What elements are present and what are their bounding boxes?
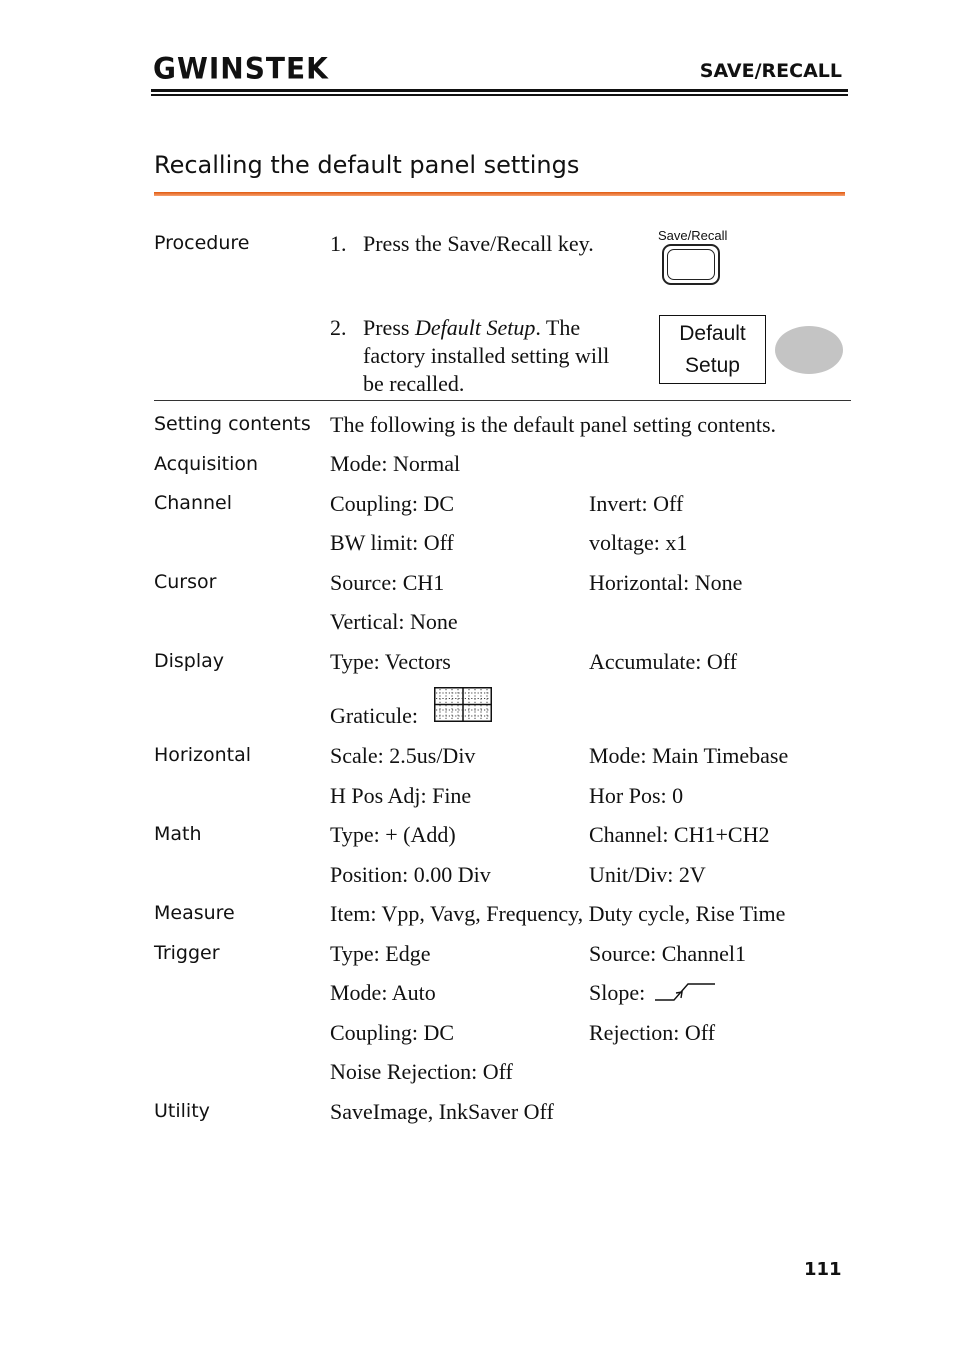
trigger-label: Trigger xyxy=(154,942,220,964)
title-underline xyxy=(154,192,845,196)
trigger-rejection: Rejection: Off xyxy=(589,1020,716,1045)
step2-suffix: . The xyxy=(535,315,581,340)
page-title: Recalling the default panel settings xyxy=(154,151,580,179)
horizontal-scale: Scale: 2.5us/Div xyxy=(330,743,476,768)
step1-text: Press the Save/Recall key. xyxy=(363,231,594,256)
trigger-coupling: Coupling: DC xyxy=(330,1020,455,1045)
softkey-line2: Setup xyxy=(685,354,740,377)
trigger-type: Type: Edge xyxy=(330,941,431,966)
math-label: Math xyxy=(154,823,202,845)
setting-contents-label: Setting contents xyxy=(154,413,311,435)
channel-label: Channel xyxy=(154,492,233,514)
cursor-source: Source: CH1 xyxy=(330,570,445,595)
channel-invert: Invert: Off xyxy=(589,491,684,516)
channel-coupling: Coupling: DC xyxy=(330,491,455,516)
header-rule-thin xyxy=(151,94,848,96)
step1-number: 1. xyxy=(330,231,347,256)
measure-label: Measure xyxy=(154,902,235,924)
trigger-slope: Slope: xyxy=(589,980,646,1005)
channel-bw-limit: BW limit: Off xyxy=(330,530,454,555)
step2-line3: be recalled. xyxy=(363,371,465,396)
display-graticule: Graticule: xyxy=(330,703,418,728)
setting-contents-text: The following is the default panel setting contents. xyxy=(330,412,777,437)
trigger-noise-rejection: Noise Rejection: Off xyxy=(330,1059,513,1084)
math-type: Type: + (Add) xyxy=(330,822,456,847)
horizontal-label: Horizontal xyxy=(154,744,252,766)
cursor-label: Cursor xyxy=(154,571,217,593)
section-divider xyxy=(154,400,851,401)
save-recall-key-inner xyxy=(667,249,715,280)
default-setup-softkey xyxy=(659,315,766,384)
brand-logo: GWINSTEK xyxy=(153,51,329,86)
acquisition-mode: Mode: Normal xyxy=(330,451,461,476)
display-accumulate: Accumulate: Off xyxy=(589,649,738,674)
header-rule xyxy=(151,89,848,92)
cursor-horizontal: Horizontal: None xyxy=(589,570,743,595)
math-unit-div: Unit/Div: 2V xyxy=(589,862,706,887)
save-recall-key-label: Save/Recall xyxy=(658,228,728,243)
horizontal-hor-pos: Hor Pos: 0 xyxy=(589,783,684,808)
display-label: Display xyxy=(154,650,225,672)
procedure-label: Procedure xyxy=(154,232,250,254)
acquisition-label: Acquisition xyxy=(154,453,259,475)
softkey-line1: Default xyxy=(679,322,746,345)
rising-edge-icon xyxy=(654,980,716,1004)
step2-number: 2. xyxy=(330,315,347,340)
horizontal-hpos-adj: H Pos Adj: Fine xyxy=(330,783,472,808)
section-title: SAVE/RECALL xyxy=(699,60,842,82)
utility-label: Utility xyxy=(154,1100,210,1122)
step2-prefix: Press xyxy=(363,315,415,340)
channel-voltage: voltage: x1 xyxy=(589,530,688,555)
step2-emphasis: Default Setup xyxy=(414,315,536,340)
display-type: Type: Vectors xyxy=(330,649,451,674)
trigger-mode: Mode: Auto xyxy=(330,980,436,1005)
step2-line2: factory installed setting will xyxy=(363,343,610,368)
cursor-vertical: Vertical: None xyxy=(330,609,458,634)
page-number: 111 xyxy=(804,1259,842,1280)
utility-text: SaveImage, InkSaver Off xyxy=(330,1099,554,1124)
horizontal-mode: Mode: Main Timebase xyxy=(589,743,789,768)
trigger-source: Source: Channel1 xyxy=(589,941,747,966)
math-channel: Channel: CH1+CH2 xyxy=(589,822,770,847)
step2-line1 xyxy=(363,315,580,341)
measure-item: Item: Vpp, Vavg, Frequency, Duty cycle, Rise Time xyxy=(330,901,786,926)
softkey-button-icon xyxy=(775,326,843,374)
graticule-grid-icon xyxy=(434,687,492,722)
math-position: Position: 0.00 Div xyxy=(330,862,491,887)
